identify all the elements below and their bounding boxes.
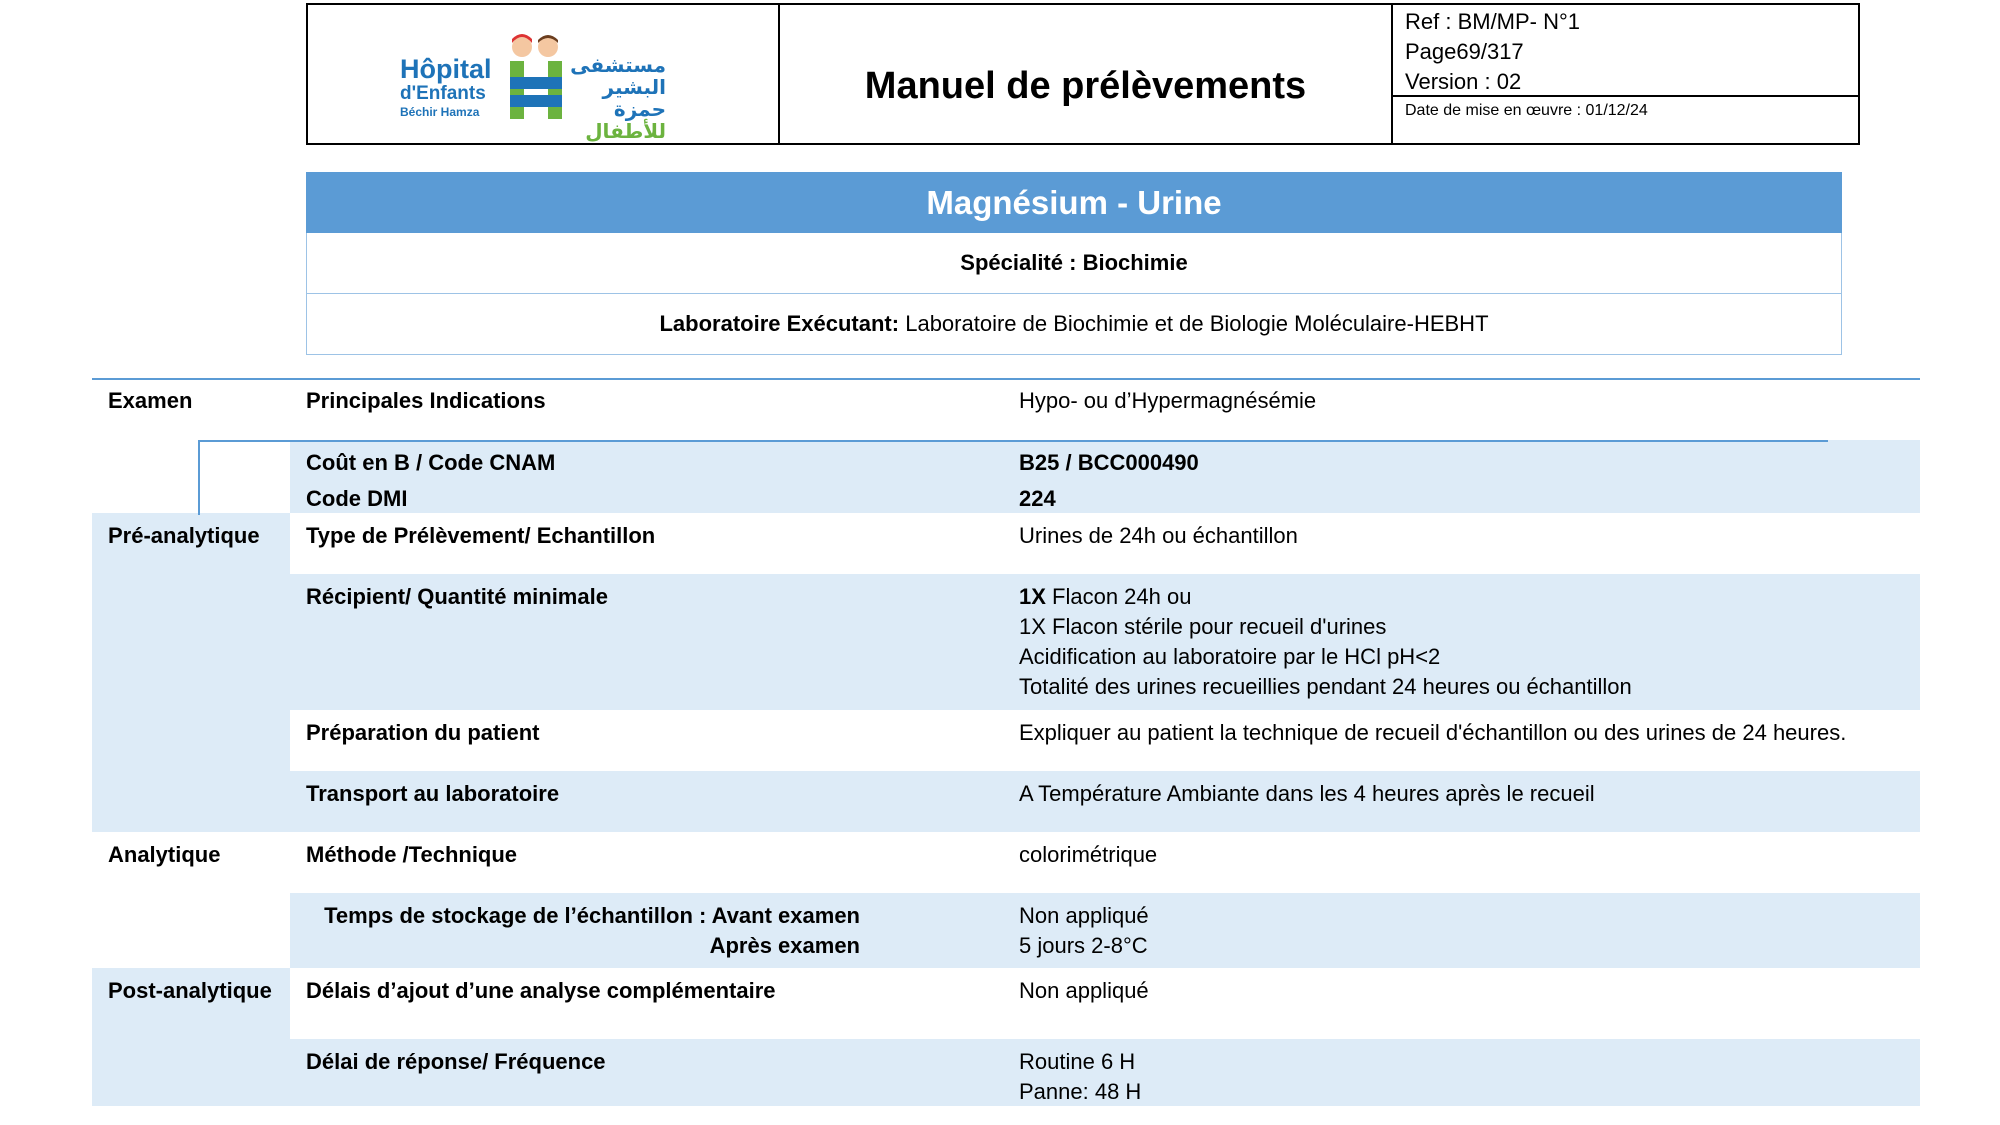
document-title: Manuel de prélèvements <box>780 5 1393 143</box>
table-row-stockage: Temps de stockage de l’échantillon : Avant examen Après examen Non appliqué 5 jours 2-8°C <box>290 893 1920 968</box>
analysis-title-block <box>306 172 1842 355</box>
implementation-date: Date de mise en œuvre : 01/12/24 <box>1405 102 1648 119</box>
hospital-logo <box>308 5 780 143</box>
version: Version : 02 <box>1405 69 1522 94</box>
document-header <box>306 3 1860 145</box>
section-pre-analytique: Pré-analytique <box>92 513 290 832</box>
children-logo-icon <box>504 33 568 123</box>
lab-row: Laboratoire Exécutant: Laboratoire de Biochimie et de Biologie Moléculaire-HEBHT <box>306 294 1842 355</box>
document-meta <box>1393 5 1858 143</box>
table-row-type: Type de Prélèvement/ Echantillon Urines de 24h ou échantillon <box>306 523 1298 548</box>
logo-french-text: Hôpital d'Enfants Béchir Hamza <box>400 54 492 119</box>
analysis-name: Magnésium - Urine <box>306 172 1842 233</box>
cout-row-left-border <box>198 440 200 515</box>
table-row-cout: Coût en B / Code CNAM Code DMI B25 / BCC000490 224 <box>290 440 1920 513</box>
table-row-indications: Principales Indications Hypo- ou d’Hypermagnésémie <box>306 388 1317 413</box>
table-row-reponse: Délai de réponse/ Fréquence Routine 6 H Panne: 48 H <box>290 1039 1920 1106</box>
section-examen: Examen <box>108 388 193 413</box>
logo-arabic-text: مستشفى البشير حمزة للأطفال <box>570 55 666 143</box>
page-number: Page69/317 <box>1405 39 1524 64</box>
section-analytique: Analytique <box>108 842 221 867</box>
section-post-analytique: Post-analytique <box>92 968 290 1106</box>
table-row-preparation: Préparation du patient Expliquer au patient la technique de recueil d'échantillon ou des urines de 24 heures. <box>306 720 1847 745</box>
table-row-delais: Délais d’ajout d’une analyse complémentaire Non appliqué <box>306 978 1149 1003</box>
speciality-row: Spécialité : Biochimie <box>306 233 1842 294</box>
table-row-methode: Méthode /Technique colorimétrique <box>306 842 1158 867</box>
ref-number: Ref : BM/MP- N°1 <box>1405 9 1581 34</box>
cout-row-top-border <box>198 440 1828 442</box>
table-row-transport: Transport au laboratoire A Température Ambiante dans les 4 heures après le recueil <box>290 771 1920 832</box>
table-row-recipient: Récipient/ Quantité minimale 1X Flacon 24h ou 1X Flacon stérile pour recueil d'urines Acidification au laboratoire par le HCl pH<2 Totalité des urines recueillies pendant 24 heures ou échantillon <box>290 574 1920 710</box>
